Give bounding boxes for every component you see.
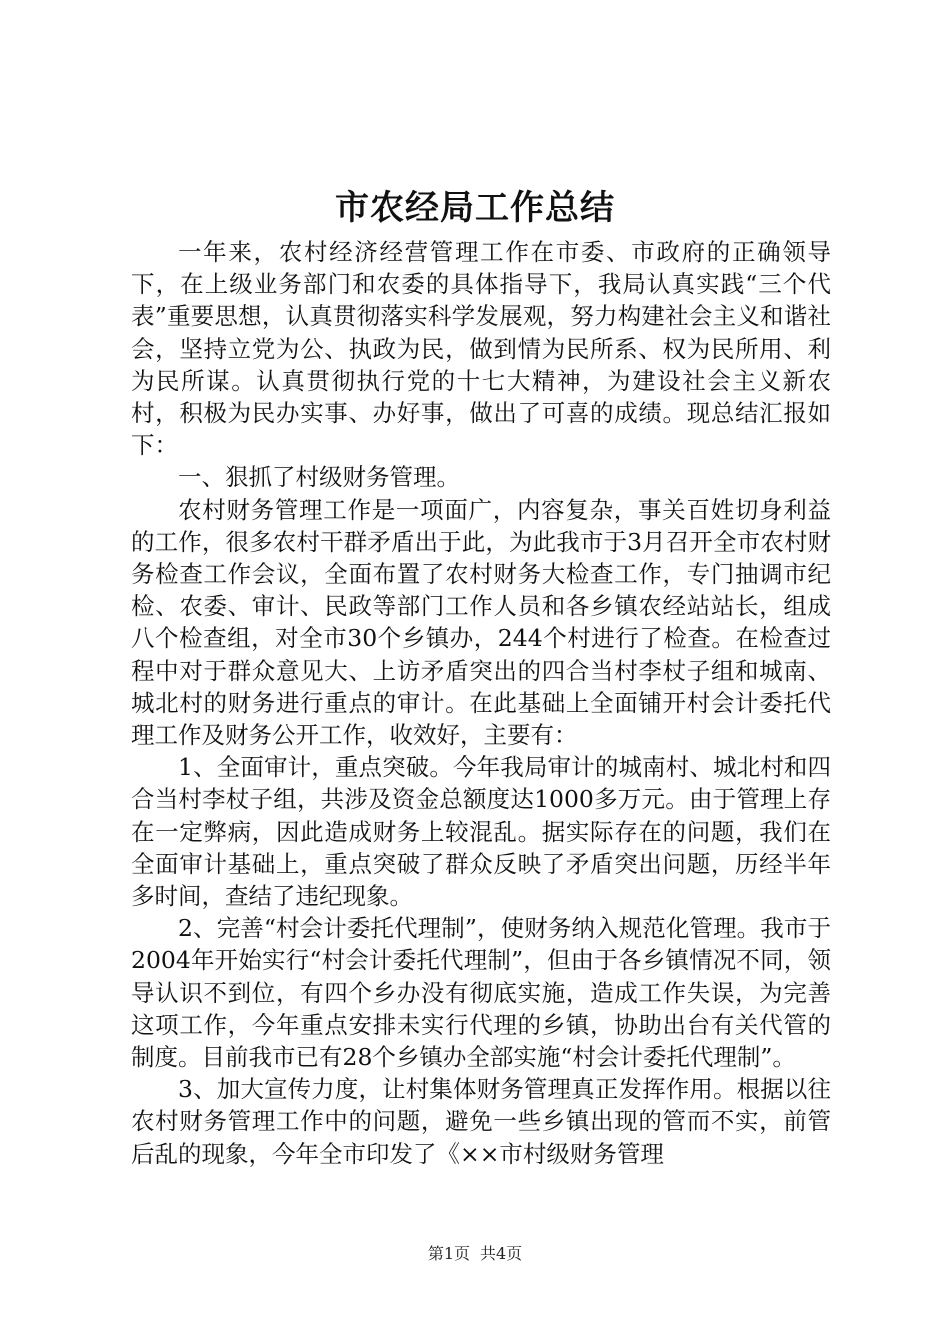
paragraph-item-1: 1、全面审计，重点突破。今年我局审计的城南村、城北村和四合当村李杖子组，共涉及资金总额度达1000多万元。由于管理上存在一定弊病，因此造成财务上较混乱。据实际存在的问题，我们在全面审计基础上，重点突破了群众反映了矛盾突出问题，历经半年多时间，查结了违纪现象。 [131,753,831,911]
page-number: 第1页 [427,1244,470,1263]
page-total: 共4页 [480,1244,523,1263]
paragraph-item-3: 3、加大宣传力度，让村集体财务管理真正发挥作用。根据以往农村财务管理工作中的问题，避免一些乡镇出现的管而不实，前管后乱的现象，今年全市印发了《××市村级财务管理 [131,1075,831,1168]
document-body [131,236,831,1170]
page-footer [0,1243,950,1265]
paragraph-item-2: 2、完善“村会计委托代理制”，使财务纳入规范化管理。我市于2004年开始实行“村会计委托代理制”，但由于各乡镇情况不同，领导认识不到位，有四个乡办没有彻底实施，造成工作失误，为完善这项工作，今年重点安排未实行代理的乡镇，协助出台有关代管的制度。目前我市已有28个乡镇办全部实施“村会计委托代理制”。 [131,914,831,1072]
paragraph-intro: 一年来，农村经济经营管理工作在市委、市政府的正确领导下，在上级业务部门和农委的具体指导下，我局认真实践“三个代表”重要思想，认真贯彻落实科学发展观，努力构建社会主义和谐社会，坚持立党为公、执政为民，做到情为民所系、权为民所用、利为民所谋。认真贯彻执行党的十七大精神，为建设社会主义新农村，积极为民办实事、办好事，做出了可喜的成绩。现总结汇报如下： [131,238,831,460]
document-title: 市农经局工作总结 [335,188,615,228]
section-heading-1: 一、狠抓了村级财务管理。 [178,463,460,492]
paragraph-finance-overview: 农村财务管理工作是一项面广，内容复杂，事关百姓切身利益的工作，很多农村干群矛盾出于此，为此我市于3月召开全市农村财务检查工作会议，全面布置了农村财务大检查工作，专门抽调市纪检、农委、审计、民政等部门工作人员和各乡镇农经站站长，组成八个检查组，对全市30个乡镇办，244个村进行了检查。在检查过程中对于群众意见大、上访矛盾突出的四合当村李杖子组和城南、城北村的财务进行重点的审计。在此基础上全面铺开村会计委托代理工作及财务公开工作，收效好，主要有： [131,495,831,750]
